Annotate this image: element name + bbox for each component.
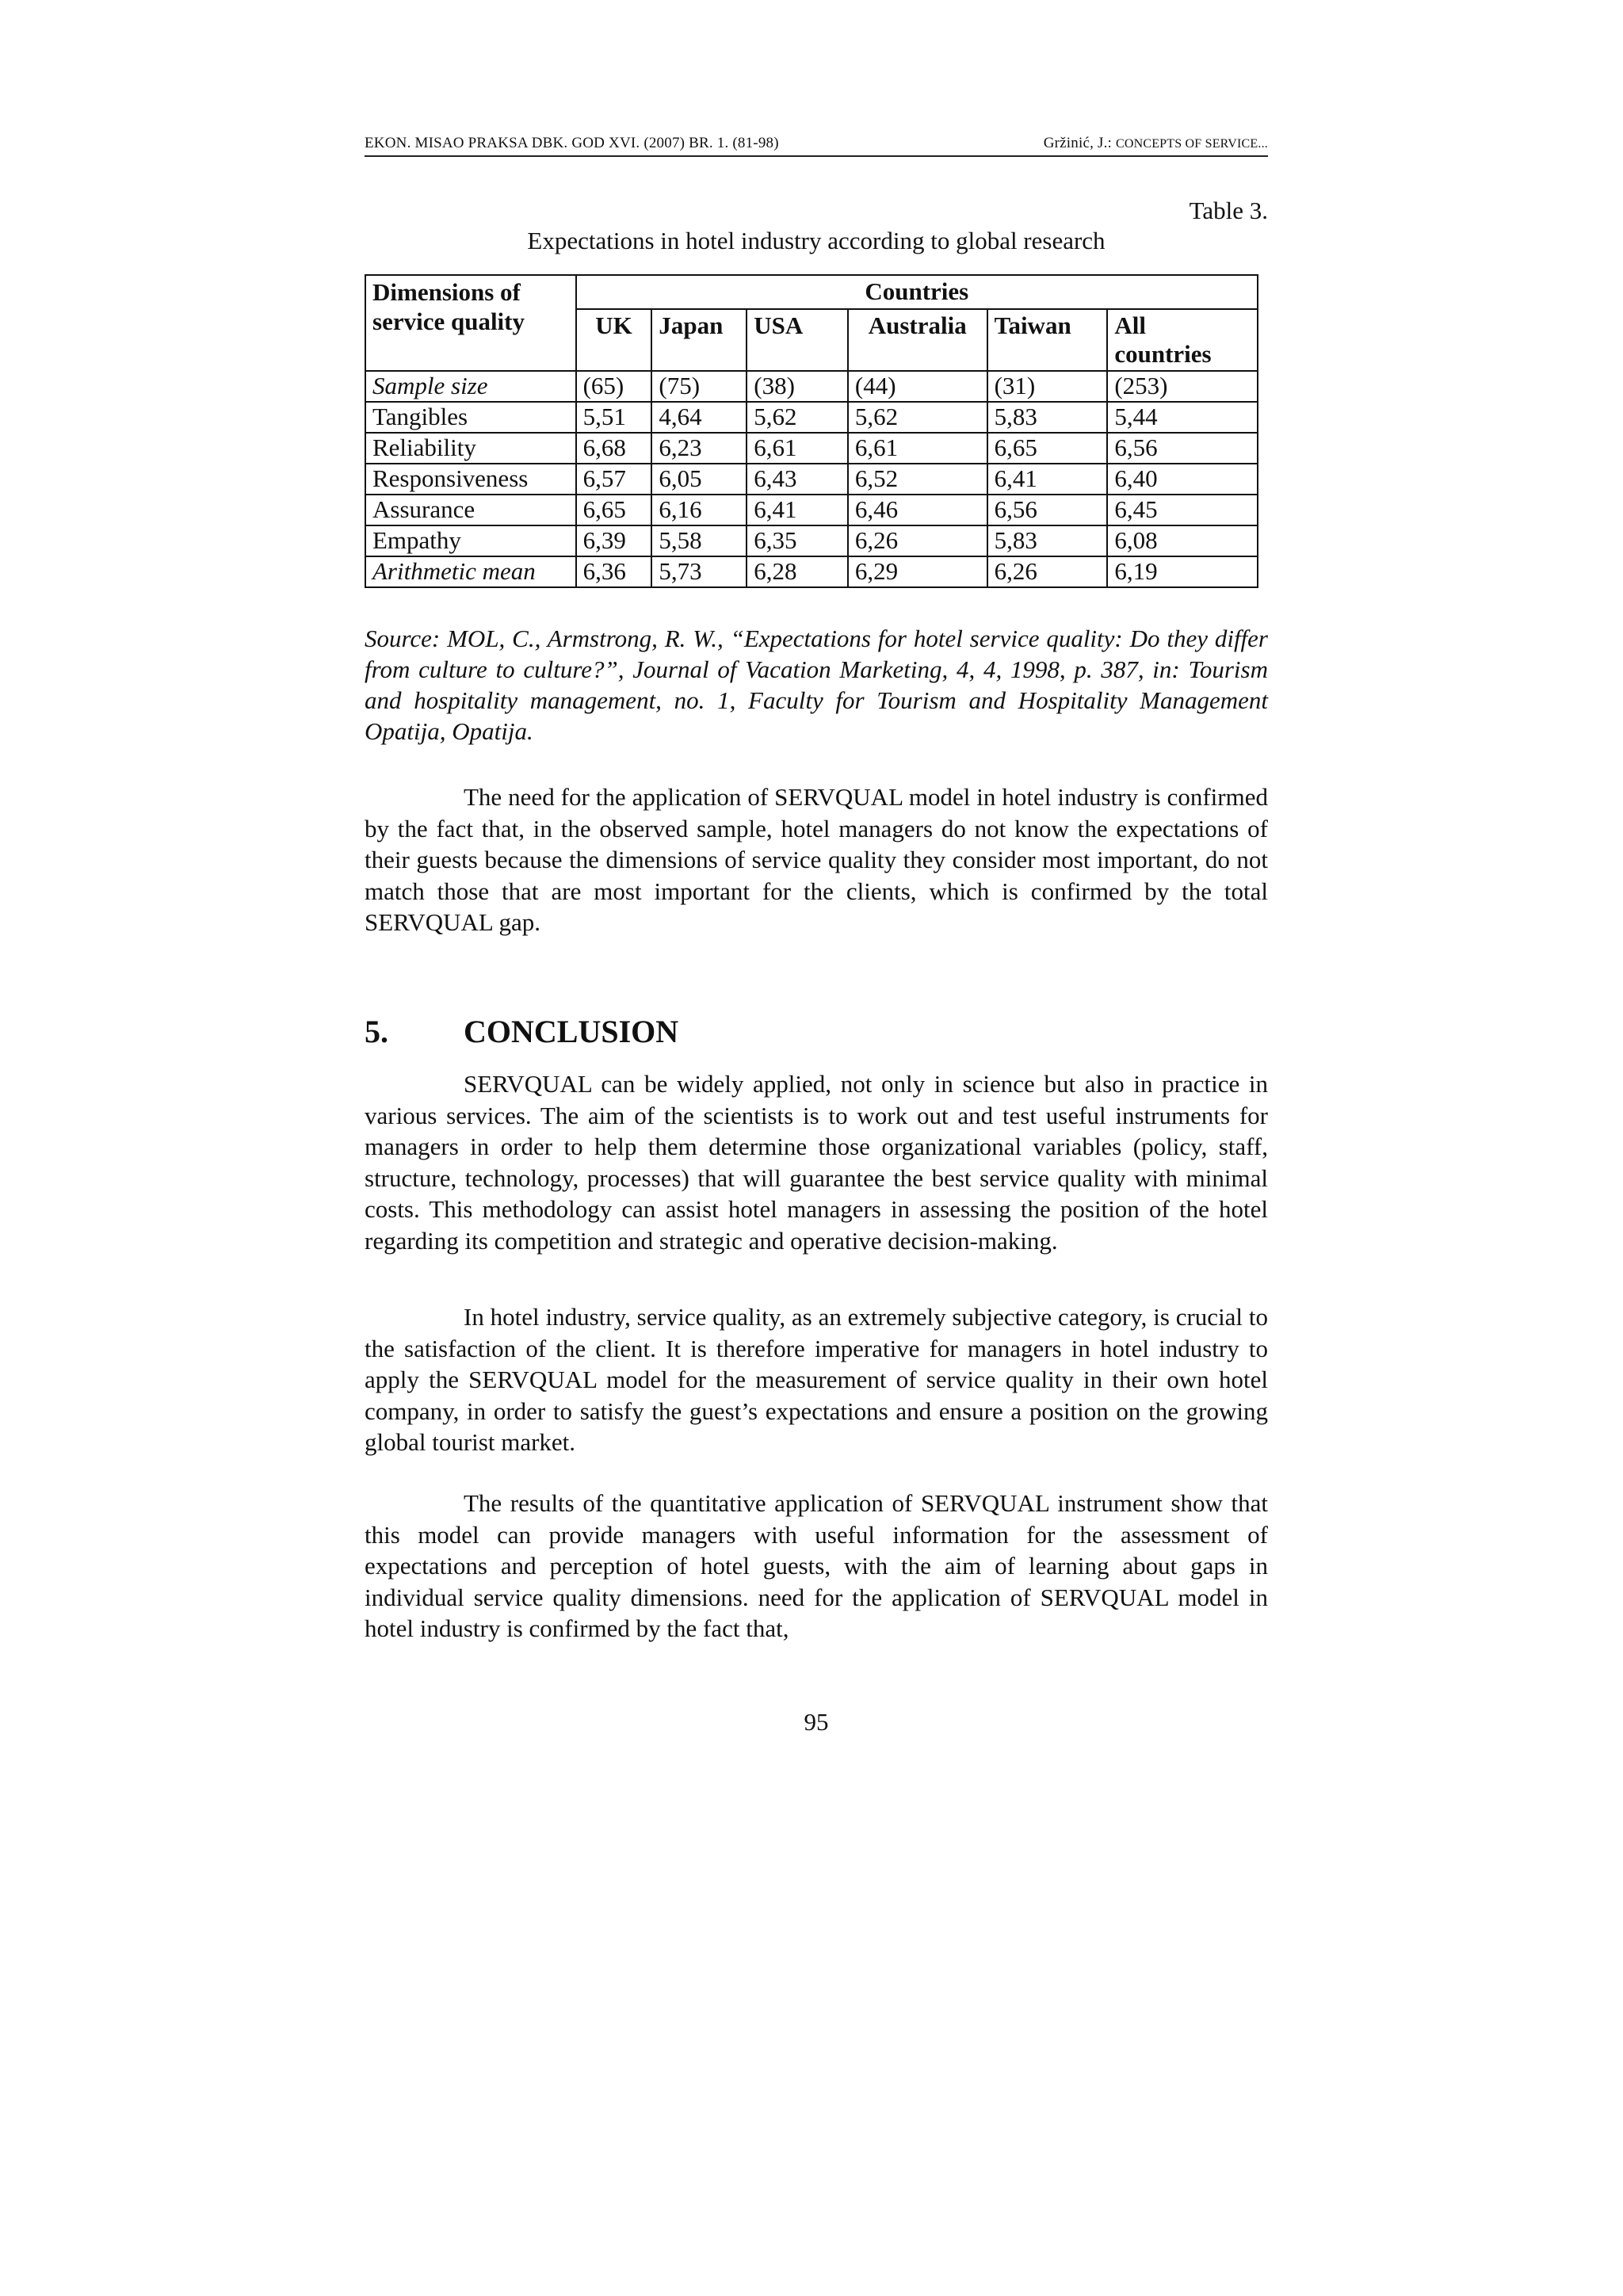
- table-cell: 5,44: [1107, 402, 1258, 433]
- table-row: [365, 495, 1258, 525]
- table-cell: 6,56: [1107, 433, 1258, 464]
- table-cell: 6,26: [987, 556, 1108, 587]
- table-cell: 6,46: [848, 495, 987, 525]
- expectations-table: [365, 274, 1258, 588]
- row-label: Empathy: [365, 525, 576, 556]
- table-cell: 6,52: [848, 464, 987, 495]
- table-cell: 6,57: [576, 464, 652, 495]
- table-cell: 6,45: [1107, 495, 1258, 525]
- column-header: USA: [747, 309, 848, 371]
- row-label: Sample size: [365, 371, 576, 402]
- table-cell: 6,61: [848, 433, 987, 464]
- table-label: Table 3.: [1189, 197, 1268, 224]
- countries-header: Countries: [576, 275, 1258, 309]
- table-cell: 6,68: [576, 433, 652, 464]
- table-source: Source: MOL, C., Armstrong, R. W., “Expectations for hotel service quality: Do they differ from culture to culture?”, Journal of Vacation Marketing, 4, 4, 1998, p. 387, in: Tourism and hospitality management, no. 1, Faculty for Tourism and Hospitality Management Opatija, Opatija.: [365, 625, 1268, 745]
- table-cell: 6,26: [848, 525, 987, 556]
- table-header-row-1: [365, 275, 1258, 309]
- table-cell: 6,19: [1107, 556, 1258, 587]
- table-row: [365, 433, 1258, 464]
- table-cell: (65): [576, 371, 652, 402]
- table-cell: (31): [987, 371, 1108, 402]
- table-cell: 5,83: [987, 402, 1108, 433]
- table-cell: 5,62: [747, 402, 848, 433]
- dimensions-header-continued: [365, 309, 576, 371]
- author-title: [1044, 135, 1268, 152]
- journal-citation: EKON. MISAO PRAKSA DBK. GOD XVI. (2007) BR. 1. (81-98): [365, 135, 779, 151]
- column-header: Australia: [848, 309, 987, 371]
- table-row: [365, 402, 1258, 433]
- table-cell: 6,61: [747, 433, 848, 464]
- table-cell: 6,40: [1107, 464, 1258, 495]
- paragraph: SERVQUAL can be widely applied, not only in science but also in practice in various services. The aim of the scientists is to work out and test useful instruments for managers in order to help them determine those organizational variables (policy, staff, structure, technology, processes) that will guarantee the best service quality with minimal costs. This methodology can assist hotel managers in assessing the position of the hotel regarding its competition and strategic and operative decision-making.: [365, 1070, 1268, 1255]
- table-cell: (253): [1107, 371, 1258, 402]
- column-header: All countries: [1107, 309, 1258, 371]
- table-cell: 6,41: [747, 495, 848, 525]
- header-title: CONCEPTS OF SERVICE...: [1115, 137, 1268, 151]
- page-number: 95: [804, 1708, 829, 1736]
- table-cell: 6,65: [987, 433, 1108, 464]
- running-header: [365, 132, 1268, 157]
- table-cell: 6,43: [747, 464, 848, 495]
- paragraph: In hotel industry, service quality, as an extremely subjective category, is crucial to the satisfaction of the client. It is therefore imperative for managers in hotel industry to apply the SERVQUAL model for the measurement of service quality in their own hotel company, in order to satisfy the guest’s expectations and ensure a position on the growing global tourist market.: [365, 1303, 1268, 1456]
- table-cell: 6,23: [651, 433, 747, 464]
- table-cell: (38): [747, 371, 848, 402]
- table-cell: 5,83: [987, 525, 1108, 556]
- row-label: Tangibles: [365, 402, 576, 433]
- table-cell: 4,64: [651, 402, 747, 433]
- table-cell: 5,62: [848, 402, 987, 433]
- table-body: [365, 371, 1258, 587]
- table-cell: (75): [651, 371, 747, 402]
- table-row: [365, 525, 1258, 556]
- table-row: [365, 371, 1258, 402]
- section-number: 5.: [365, 1014, 388, 1049]
- table-cell: 6,08: [1107, 525, 1258, 556]
- row-label: Assurance: [365, 495, 576, 525]
- header-author: Gržinić, J.:: [1043, 135, 1116, 151]
- column-header: Taiwan: [987, 309, 1108, 371]
- table-cell: 6,35: [747, 525, 848, 556]
- table-cell: 6,16: [651, 495, 747, 525]
- section-title: CONCLUSION: [464, 1014, 679, 1049]
- column-header: Japan: [651, 309, 747, 371]
- table-cell: 6,28: [747, 556, 848, 587]
- dimensions-header-line1: Dimensions of: [372, 278, 521, 306]
- table-cell: 6,39: [576, 525, 652, 556]
- table-cell: 5,51: [576, 402, 652, 433]
- table-cell: 6,29: [848, 556, 987, 587]
- paragraph: The results of the quantitative application of SERVQUAL instrument show that this model can provide managers with useful information for the assessment of expectations and perception of hotel guests, with the aim of learning about gaps in individual service quality dimensions. need for the application of SERVQUAL model in hotel industry is confirmed by the fact that,: [365, 1489, 1268, 1642]
- table-cell: 6,05: [651, 464, 747, 495]
- table-cell: 6,36: [576, 556, 652, 587]
- table-header-row-2: [365, 309, 1258, 371]
- table-caption: Expectations in hotel industry according to global research: [527, 227, 1106, 254]
- table-cell: 6,65: [576, 495, 652, 525]
- table-row: [365, 464, 1258, 495]
- table-cell: 6,56: [987, 495, 1108, 525]
- row-label: Arithmetic mean: [365, 556, 576, 587]
- row-label: Reliability: [365, 433, 576, 464]
- table-cell: 6,41: [987, 464, 1108, 495]
- row-label: Responsiveness: [365, 464, 576, 495]
- table-cell: 5,73: [651, 556, 747, 587]
- column-header: UK: [576, 309, 652, 371]
- paragraph: The need for the application of SERVQUAL model in hotel industry is confirmed by the fact that, in the observed sample, hotel managers do not know the expectations of their guests because the dimensions of service quality they consider most important, do not match those that are most important for the clients, which is confirmed by the total SERVQUAL gap.: [365, 783, 1268, 936]
- section-heading: [365, 1013, 678, 1050]
- table-row: [365, 556, 1258, 587]
- table-cell: 5,58: [651, 525, 747, 556]
- dimensions-header: [365, 275, 576, 309]
- table-cell: (44): [848, 371, 987, 402]
- dimensions-header-line2: service quality: [372, 308, 525, 335]
